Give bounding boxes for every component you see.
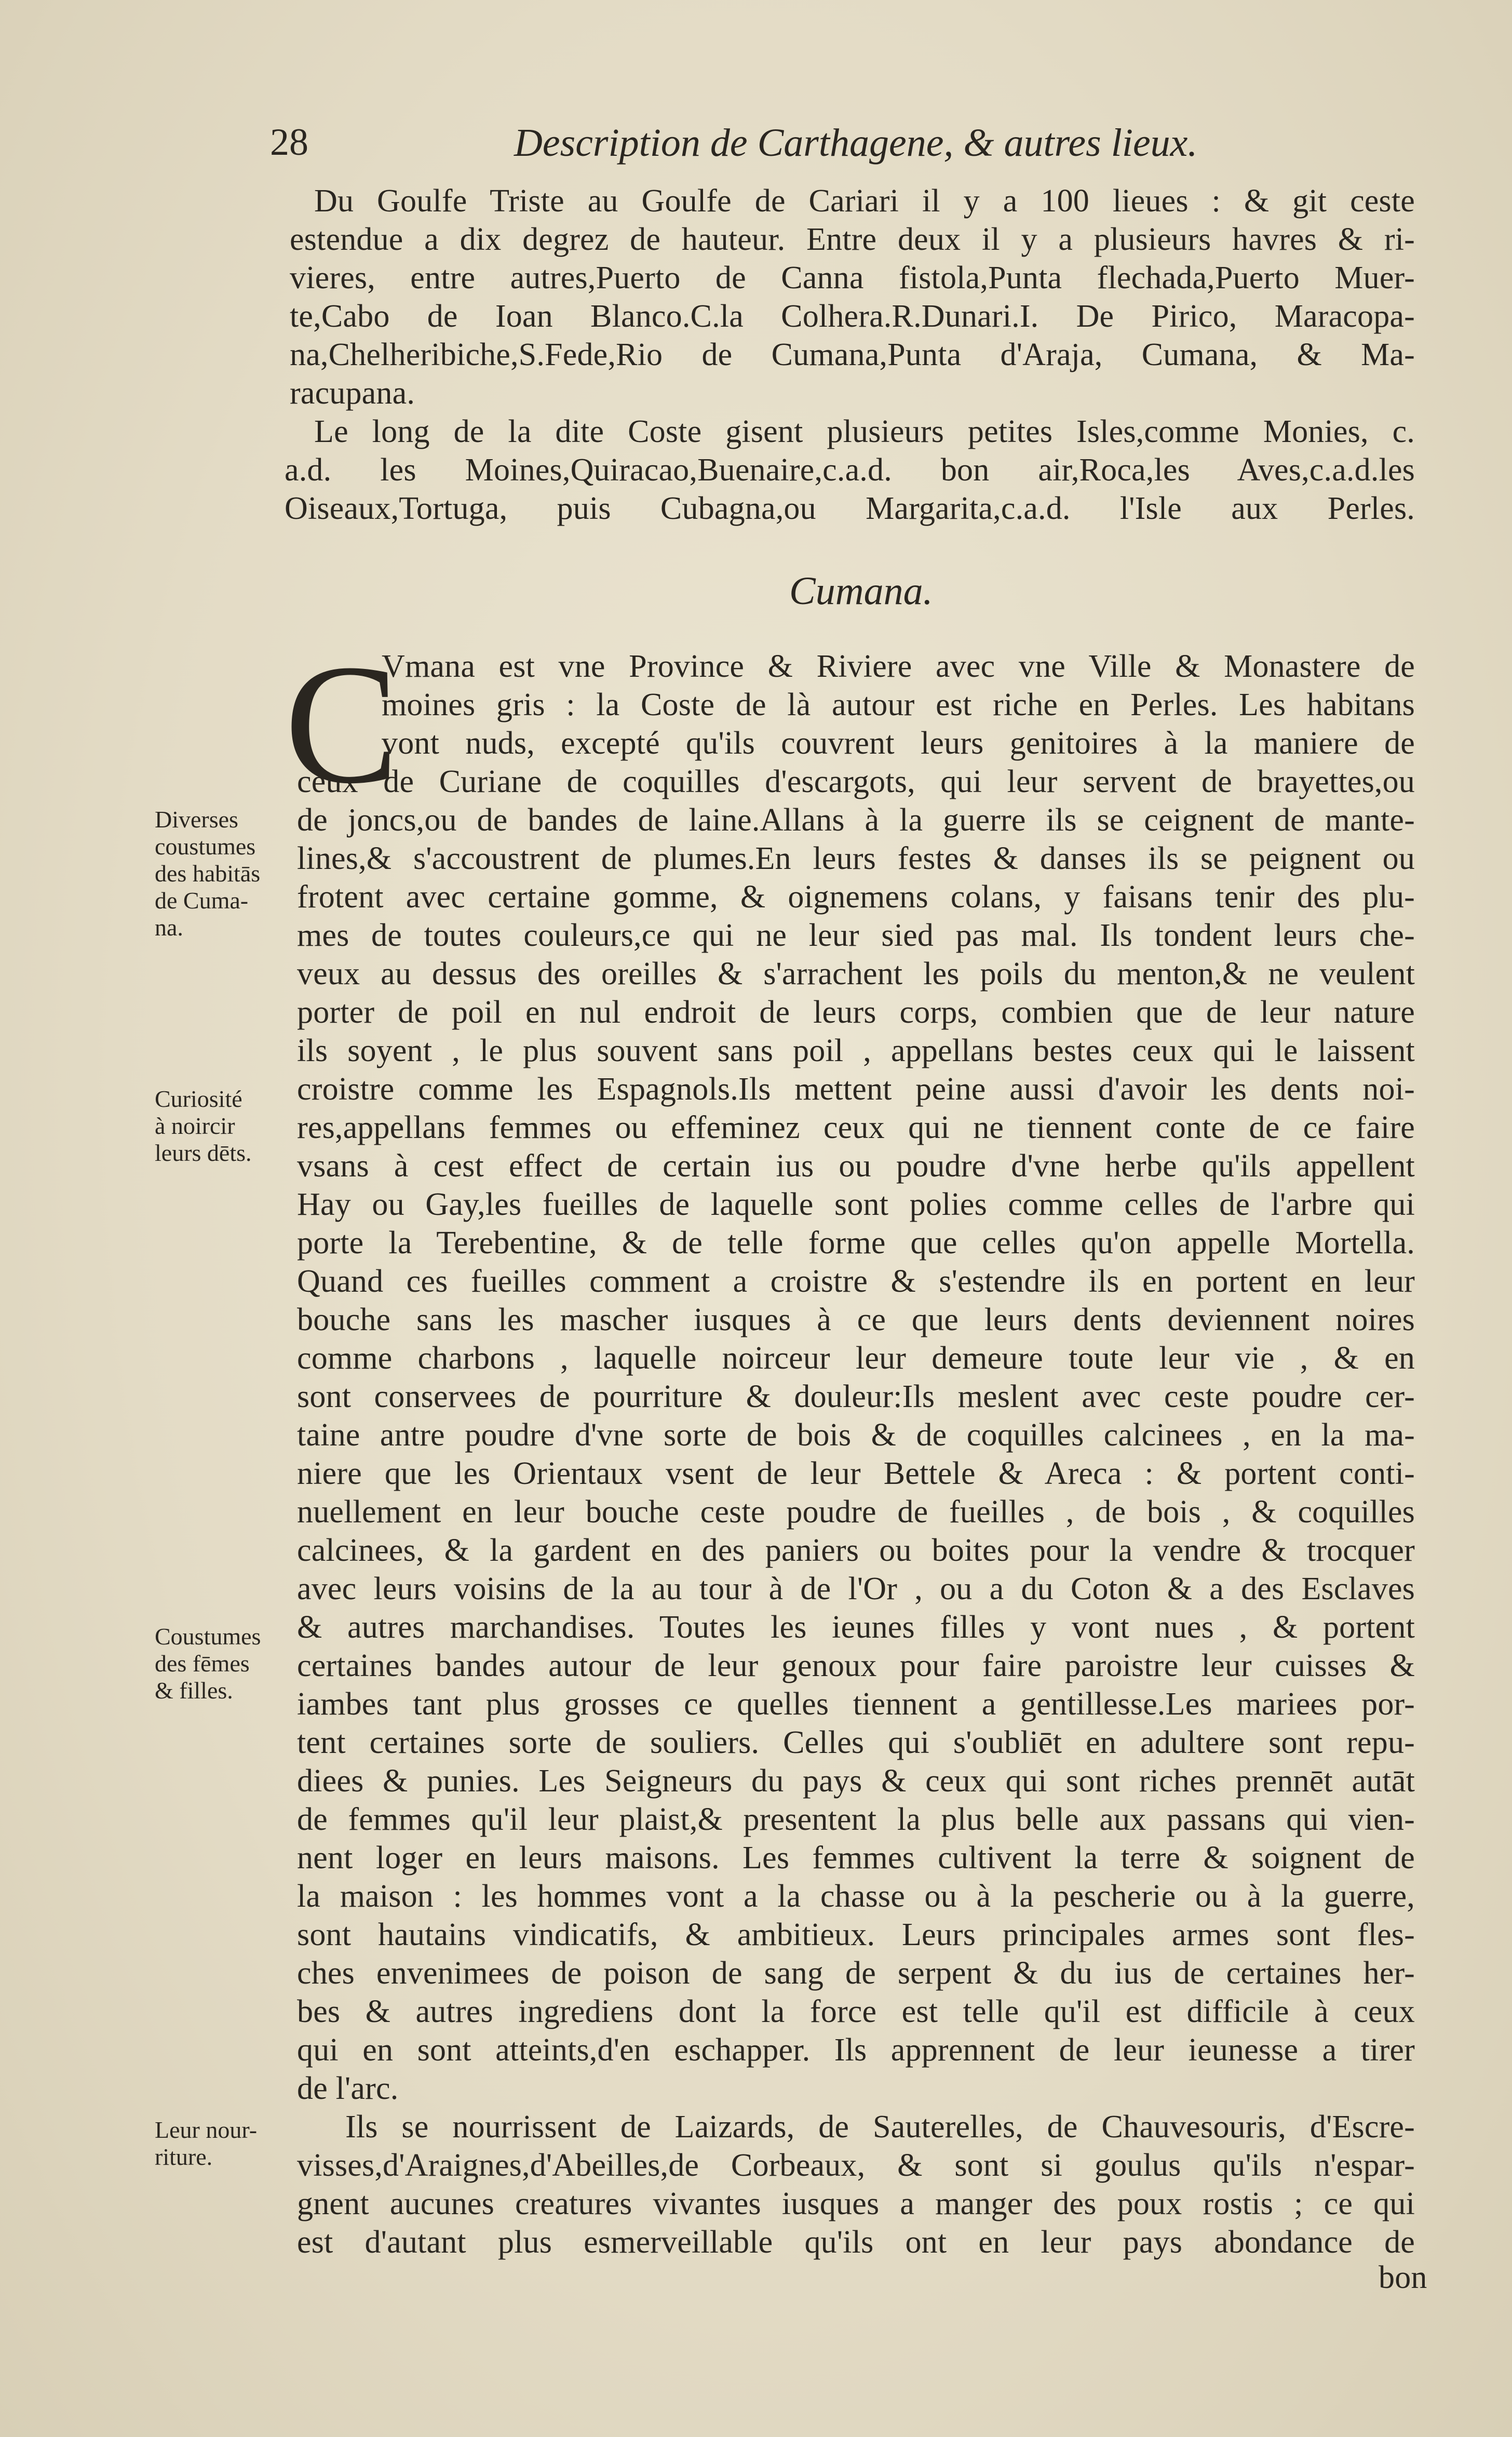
text-line: Vmana est vne Province & Riviere avec vne Ville & Monastere de bbox=[382, 649, 1415, 684]
text-line: ceux de Curiane de coquilles d'escargots, qui leur servent de brayettes,ou bbox=[297, 764, 1415, 799]
marginal-note-line: riture. bbox=[155, 2144, 213, 2170]
text-line: taine antre poudre d'vne sorte de bois & de coquilles calcinees , en la ma- bbox=[297, 1417, 1415, 1453]
marginal-note bbox=[155, 1086, 295, 1167]
text-line: Ils se nourrissent de Laizards, de Sauterelles, de Chauvesouris, d'Escre- bbox=[345, 2109, 1415, 2145]
marginal-note bbox=[155, 2117, 295, 2171]
text-line: croistre comme les Espagnols.Ils mettent peine aussi d'avoir les dents noi- bbox=[297, 1072, 1415, 1107]
marginal-note-line: Diverses bbox=[155, 806, 238, 833]
text-line: diees & punies. Les Seigneurs du pays & ceux qui sont riches prennēt autāt bbox=[297, 1763, 1415, 1799]
marginal-note-line: & filles. bbox=[155, 1677, 233, 1704]
text-line: certaines bandes autour de leur genoux pour faire paroistre leur cuisses & bbox=[297, 1648, 1415, 1683]
text-line: Quand ces fueilles comment a croistre & s'estendre ils en portent en leur bbox=[297, 1264, 1415, 1299]
text-line: Hay ou Gay,les fueilles de laquelle sont polies comme celles de l'arbre qui bbox=[297, 1187, 1415, 1222]
text-line: moines gris : la Coste de là autour est riche en Perles. Les habitans bbox=[382, 687, 1415, 722]
text-line: racupana. bbox=[290, 376, 415, 411]
text-line: de joncs,ou de bandes de laine.Allans à la guerre ils se ceignent de mante- bbox=[297, 802, 1415, 838]
marginal-note-line: leurs dēts. bbox=[155, 1140, 252, 1166]
marginal-note-line: à noircir bbox=[155, 1113, 235, 1139]
text-line: estendue a dix degrez de hauteur. Entre deux il y a plusieurs havres & ri- bbox=[290, 222, 1415, 257]
text-line: lines,& s'accoustrent de plumes.En leurs festes & danses ils se peignent ou bbox=[297, 841, 1415, 876]
text-line: de femmes qu'il leur plaist,& presentent la plus belle aux passans qui vien- bbox=[297, 1802, 1415, 1837]
marginal-note-line: Coustumes bbox=[155, 1623, 261, 1650]
text-line: sont conservees de pourriture & douleur:Ils meslent avec ceste poudre cer- bbox=[297, 1379, 1415, 1414]
text-line: visses,d'Araignes,d'Abeilles,de Corbeaux, & sont si goulus qu'ils n'espar- bbox=[297, 2148, 1415, 2183]
text-line: ches envenimees de poison de sang de serpent & du ius de certaines her- bbox=[297, 1956, 1415, 1991]
text-line: & autres marchandises. Toutes les ieunes filles y vont nues , & portent bbox=[297, 1610, 1415, 1645]
marginal-note-line: na. bbox=[155, 914, 183, 941]
running-title: Description de Carthagene, & autres lieux. bbox=[514, 121, 1198, 165]
marginal-note-line: coustumes bbox=[155, 833, 256, 860]
marginal-note-line: des habitās bbox=[155, 860, 261, 887]
text-line: nent loger en leurs maisons. Les femmes cultivent la terre & soignent de bbox=[297, 1840, 1415, 1876]
marginal-note bbox=[155, 806, 295, 941]
text-line: vsans à cest effect de certain ius ou poudre d'vne herbe qu'ils appellent bbox=[297, 1148, 1415, 1184]
text-line: bouche sans les mascher iusques à ce que leurs dents deviennent noires bbox=[297, 1302, 1415, 1337]
text-line: te,Cabo de Ioan Blanco.C.la Colhera.R.Dunari.I. De Pirico, Maracopa- bbox=[290, 299, 1415, 334]
text-line: iambes tant plus grosses ce quelles tiennent a gentillesse.Les mariees por- bbox=[297, 1686, 1415, 1722]
marginal-note-line: de Cuma- bbox=[155, 887, 249, 914]
drop-cap: C bbox=[285, 630, 399, 819]
text-line: calcinees, & la gardent en des paniers ou boites pour la vendre & trocquer bbox=[297, 1533, 1415, 1568]
section-title: Cumana. bbox=[789, 569, 933, 613]
text-line: vont nuds, excepté qu'ils couvrent leurs genitoires à la maniere de bbox=[382, 726, 1415, 761]
text-line: la maison : les hommes vont a la chasse ou à la pescherie ou à la guerre, bbox=[297, 1879, 1415, 1914]
text-line: veux au dessus des oreilles & s'arrachent les poils du menton,& ne veulent bbox=[297, 956, 1415, 992]
marginal-note-line: Curiosité bbox=[155, 1086, 242, 1112]
text-line: res,appellans femmes ou effeminez ceux qui ne tiennent conte de ce faire bbox=[297, 1110, 1415, 1145]
text-line: gnent aucunes creatures vivantes iusques a manger des poux rostis ; ce qui bbox=[297, 2186, 1415, 2221]
text-line: tent certaines sorte de souliers. Celles qui s'oubliēt en adultere sont repu- bbox=[297, 1725, 1415, 1760]
text-line: ils soyent , le plus souvent sans poil , appellans bestes ceux qui le laissent bbox=[297, 1033, 1415, 1068]
text-line: nuellement en leur bouche ceste poudre de fueilles , de bois , & coquilles bbox=[297, 1494, 1415, 1530]
catchword: bon bbox=[1379, 2260, 1427, 2295]
text-line: frotent avec certaine gomme, & oignemens colans, y faisans tenir des plu- bbox=[297, 879, 1415, 915]
text-line: Du Goulfe Triste au Goulfe de Cariari il y a 100 lieues : & git ceste bbox=[314, 183, 1415, 219]
page-number: 28 bbox=[270, 121, 308, 164]
text-line: bes & autres ingrediens dont la force est telle qu'il est difficile à ceux bbox=[297, 1994, 1415, 2029]
page-header bbox=[270, 120, 1433, 172]
text-line: est d'autant plus esmerveillable qu'ils ont en leur pays abondance de bbox=[297, 2225, 1415, 2260]
text-line: Oiseaux,Tortuga, puis Cubagna,ou Margarita,c.a.d. l'Isle aux Perles. bbox=[285, 491, 1415, 526]
text-line: de l'arc. bbox=[297, 2071, 399, 2106]
text-line: a.d. les Moines,Quiracao,Buenaire,c.a.d. bon air,Roca,les Aves,c.a.d.les bbox=[285, 452, 1415, 488]
text-line: Le long de la dite Coste gisent plusieurs petites Isles,comme Monies, c. bbox=[314, 414, 1415, 449]
text-line: porte la Terebentine, & de telle forme que celles qu'on appelle Mortella. bbox=[297, 1225, 1415, 1261]
text-line: comme charbons , laquelle noirceur leur demeure toute leur vie , & en bbox=[297, 1341, 1415, 1376]
text-line: sont hautains vindicatifs, & ambitieux. Leurs principales armes sont fles- bbox=[297, 1917, 1415, 1952]
text-line: vieres, entre autres,Puerto de Canna fistola,Punta flechada,Puerto Muer- bbox=[290, 260, 1415, 296]
marginal-note-line: Leur nour- bbox=[155, 2117, 258, 2143]
text-line: porter de poil en nul endroit de leurs corps, combien que de leur nature bbox=[297, 995, 1415, 1030]
text-line: avec leurs voisins de la au tour à de l'Or , ou a du Coton & a des Esclaves bbox=[297, 1571, 1415, 1606]
text-line: niere que les Orientaux vsent de leur Bettele & Areca : & portent conti- bbox=[297, 1456, 1415, 1491]
marginal-note bbox=[155, 1623, 295, 1704]
marginal-note-line: des fēmes bbox=[155, 1650, 250, 1677]
text-line: mes de toutes couleurs,ce qui ne leur sied pas mal. Ils tondent leurs che- bbox=[297, 918, 1415, 953]
text-line: na,Chelheribiche,S.Fede,Rio de Cumana,Punta d'Araja, Cumana, & Ma- bbox=[290, 337, 1415, 372]
text-line: qui en sont atteints,d'en eschapper. Ils apprennent de leur ieunesse a tirer bbox=[297, 2032, 1415, 2068]
